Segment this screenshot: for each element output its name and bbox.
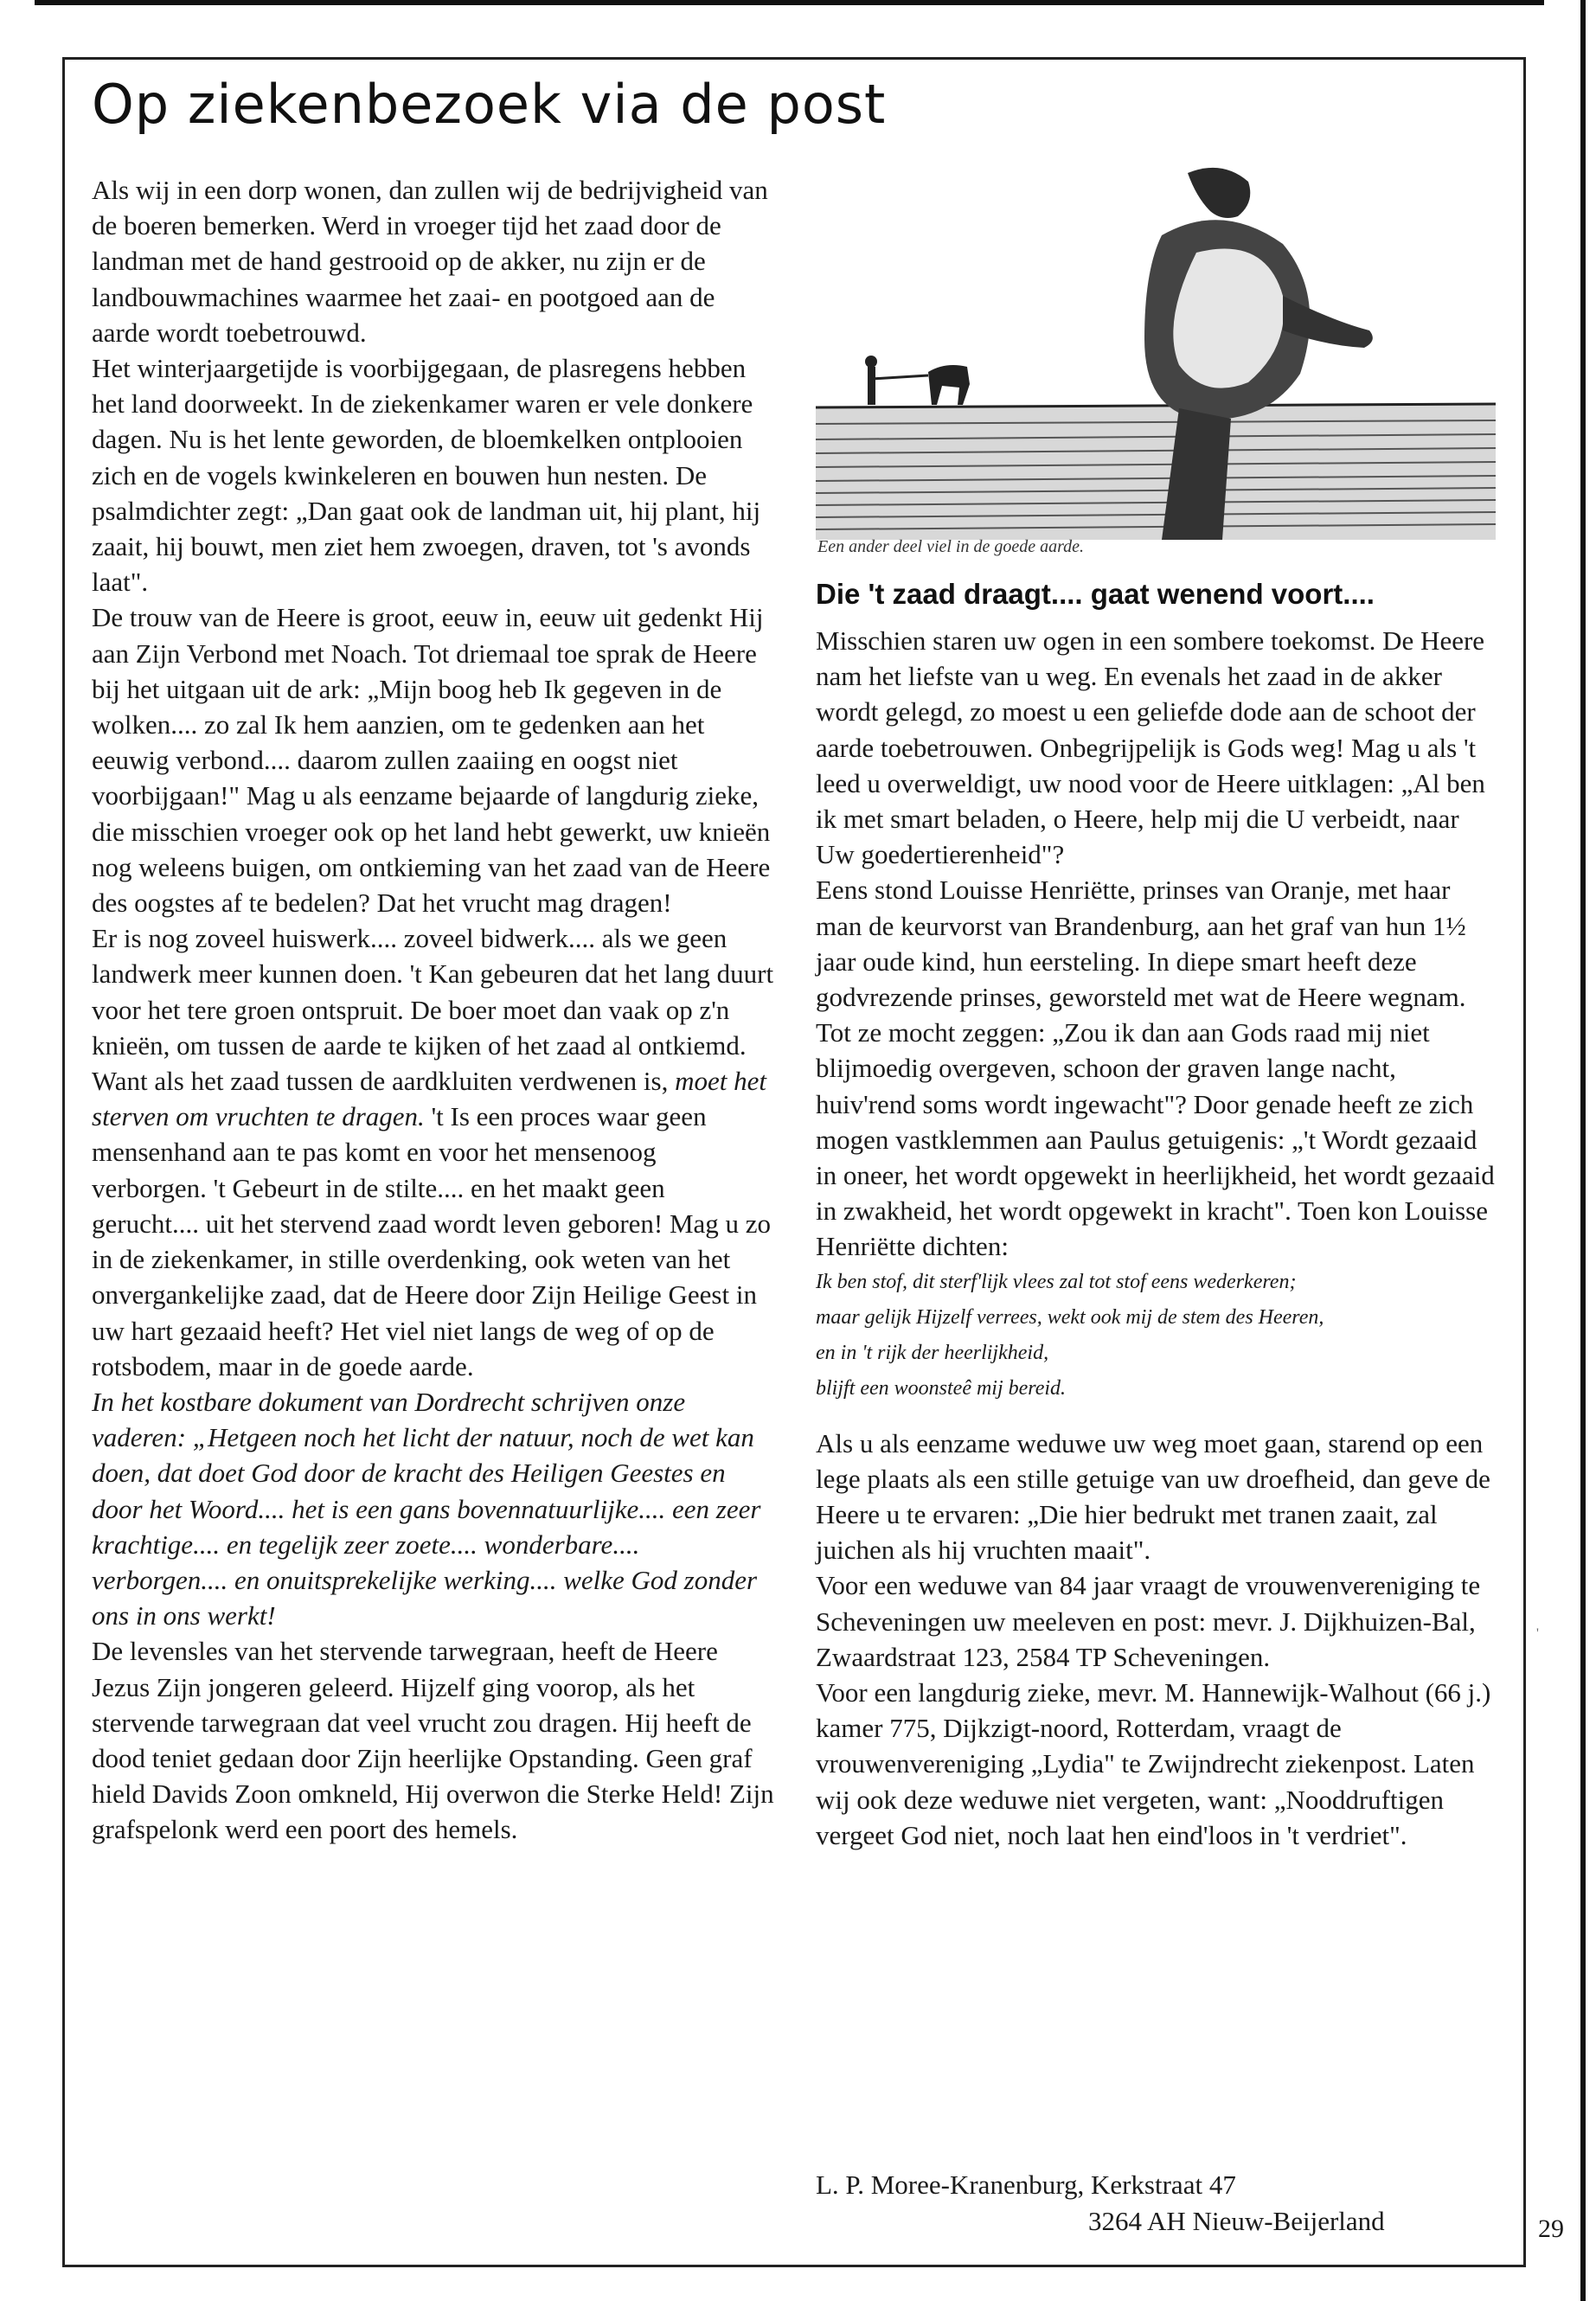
right-paragraph-5: Voor een langdurig zieke, mevr. M. Hannewijk-Walhout (66 j.) kamer 775, Dijkzigt-noord, Rotterdam, vraagt de vrouwenvereniging „Lydia" te Zwijndrecht ziekenpost. Laten wij ook deze weduwe niet vergeten, want: „Nooddruftigen vergeet God niet, noch laat hen eind'loos in 't verdriet". <box>816 1677 1491 1850</box>
body-paragraph-1: Als wij in een dorp wonen, dan zullen wij de bedrijvigheid van de boeren bemerken. Werd in vroeger tijd het zaad door de landman met de hand gestrooid op de akker, nu zijn er de landbouwmachines waarmee het zaai- en pootgoed aan de aarde wordt toebetrouwd. <box>92 175 768 348</box>
article-title: Op ziekenbezoek via de post <box>92 73 887 136</box>
poem-line: maar gelijk Hijzelf verrees, wekt ook mij de stem des Heeren, <box>816 1305 1324 1329</box>
right-paragraph-4: Voor een weduwe van 84 jaar vraagt de vrouwenvereniging te Scheveningen uw meeleven en post: mevr. J. Dijkhuizen-Bal, Zwaardstraat 123, 2584 TP Scheveningen. <box>816 1570 1481 1672</box>
poem-line: en in 't rijk der heerlijkheid, <box>816 1341 1049 1364</box>
margin-mark: ' <box>1536 1626 1539 1641</box>
top-rule <box>35 0 1544 5</box>
right-rule <box>1580 0 1586 2301</box>
right-paragraph-3: Als u als eenzame weduwe uw weg moet gaan, starend op een lege plaats als een stille getuige van uw droefheid, dan geve de Heere u te ervaren: „Die hier bedrukt met tranen zaait, zal juichen als hij vruchten maait". <box>816 1427 1490 1566</box>
sower-illustration <box>816 149 1496 540</box>
signature-name: L. P. Moree-Kranenburg, Kerkstraat 47 <box>816 2170 1236 2200</box>
dordrecht-quote: In het kostbare dokument van Dordrecht schrijven onze vaderen: „Hetgeen noch het licht der natuur, noch de wet kan doen, dat doet God door de kracht des Heiligen Geestes en door het Woord.... het is een gans bovennatuurlijke.... een zeer krachtige.... en tegelijk zeer zoete.... wonderbare.... verborgen.... en onuitsprekelijke werking.... welke God zonder ons in ons werkt! <box>92 1386 761 1631</box>
subheading: Die 't zaad draagt.... gaat wenend voort.... <box>816 578 1375 610</box>
poem-line: blijft een woonsteê mij bereid. <box>816 1376 1067 1400</box>
body-paragraph-4-text: Er is nog zoveel huiswerk.... zoveel bidwerk.... als we geen landwerk meer kunnen doen. 't Kan gebeuren dat het lang duurt voor het tere groen ontspruit. De boer moet dan vaak op z'n knieën, om tussen de aarde te kijken of het zaad al ontkiemd. Want als het zaad tussen de aardkluiten verdwenen is, <box>92 923 774 1097</box>
poem <box>816 1265 1496 1407</box>
signature-address: 3264 AH Nieuw-Beijerland <box>1088 2206 1385 2236</box>
page-number: 29 <box>1538 2214 1564 2243</box>
body-paragraph-6: De levensles van het stervende tarwegraan, heeft de Heere Jezus Zijn jongeren geleerd. Hijzelf ging voorop, als het stervende tarwegraan dat veel vrucht zou dragen. Hij heeft de dood teniet gedaan door Zijn heerlijke Opstanding. Geen graf hield Davids Zoon omkneld, Hij overwon die Sterke Held! Zijn grafspelonk werd een poort des hemels. <box>92 1636 774 1845</box>
body-italic-phrase: moet het sterven om vruchten te dragen. <box>92 1066 766 1132</box>
body-paragraph-2: Het winterjaargetijde is voorbijgegaan, de plasregens hebben het land doorweekt. In de ziekenkamer waren er vele donkere dagen. Nu is het lente geworden, de bloemkelken ontplooien zich en de vogels kwinkeleren en bouwen hun nesten. De psalmdichter zegt: „Dan gaat ook de landman uit, hij plant, hij zaait, hij bouwt, men ziet hem zwoegen, draven, tot 's avonds laat". <box>92 353 761 598</box>
right-column <box>816 623 1496 1853</box>
field-lines <box>816 404 1496 540</box>
image-caption: Een ander deel viel in de goede aarde. <box>817 537 1085 556</box>
right-paragraph-1: Misschien staren uw ogen in een sombere toekomst. De Heere nam het liefste van u weg. En evenals het zaad in de akker wordt gelegd, zo moest u een geliefde dode aan de schoot der aarde toebetrouwen. Onbegrijpelijk is Gods weg! Mag u als 't leed u overweldigt, uw nood voor de Heere uitklagen: „Al ben ik met smart beladen, o Heere, help mij die U verbeidt, naar Uw goedertierenheid"? <box>816 625 1485 870</box>
poem-line: Ik ben stof, dit sterf'lijk vlees zal tot stof eens wederkeren; <box>816 1270 1297 1293</box>
left-column <box>92 172 775 1848</box>
body-paragraph-3: De trouw van de Heere is groot, eeuw in, eeuw uit gedenkt Hij aan Zijn Verbond met Noach. Tot driemaal toe sprak de Heere bij het uitgaan uit de ark: „Mijn boog heb Ik gegeven in de wolken.... zo zal Ik hem aanzien, om te gedenken aan het eeuwig verbond.... daarom zullen zaaiing en oogst niet voorbijgaan!" Mag u als eenzame bejaarde of langdurig zieke, die misschien vroeger ook op het land hebt gewerkt, uw knieën nog weleens buigen, om ontkieming van het zaad van de Heere des oogstes af te bedelen? Dat het vrucht mag dragen! <box>92 602 771 919</box>
right-paragraph-2: Eens stond Louisse Henriëtte, prinses van Oranje, met haar man de keurvorst van Brandenburg, aan het graf van hun 1½ jaar oude kind, hun eersteling. In diepe smart heeft deze godvrezende prinses, geworsteld met wat de Heere wegnam. Tot ze mocht zeggen: „Zou ik dan aan Gods raad mij niet blijmoedig overgeven, schoon der graven lange nacht, huiv'rend soms wordt ingewacht"? Door genade heeft ze zich mogen vastklemmen aan Paulus getuigenis: „'t Wordt gezaaid in oneer, het wordt opgewekt in heerlijkheid, het wordt gezaaid in zwakheid, het wordt opgewekt in kracht". Toen kon Louisse Henriëtte dichten: <box>816 875 1495 1262</box>
body-paragraph-5-text: 't Is een proces waar geen mensenhand aan te pas komt en voor het mensenoog verborgen. 't Gebeurt in de stilte.... en het maakt geen gerucht.... uit het stervend zaad wordt leven geboren! Mag u zo in de ziekenkamer, in stille overdenking, ook weten van het onvergankelijke zaad, dat de Heere door Zijn Heilige Geest in uw hart gezaaid heeft? Het viel niet langs de weg of op de rotsbodem, maar in de goede aarde. <box>92 1101 772 1381</box>
body-paragraph-4 <box>92 920 775 1384</box>
